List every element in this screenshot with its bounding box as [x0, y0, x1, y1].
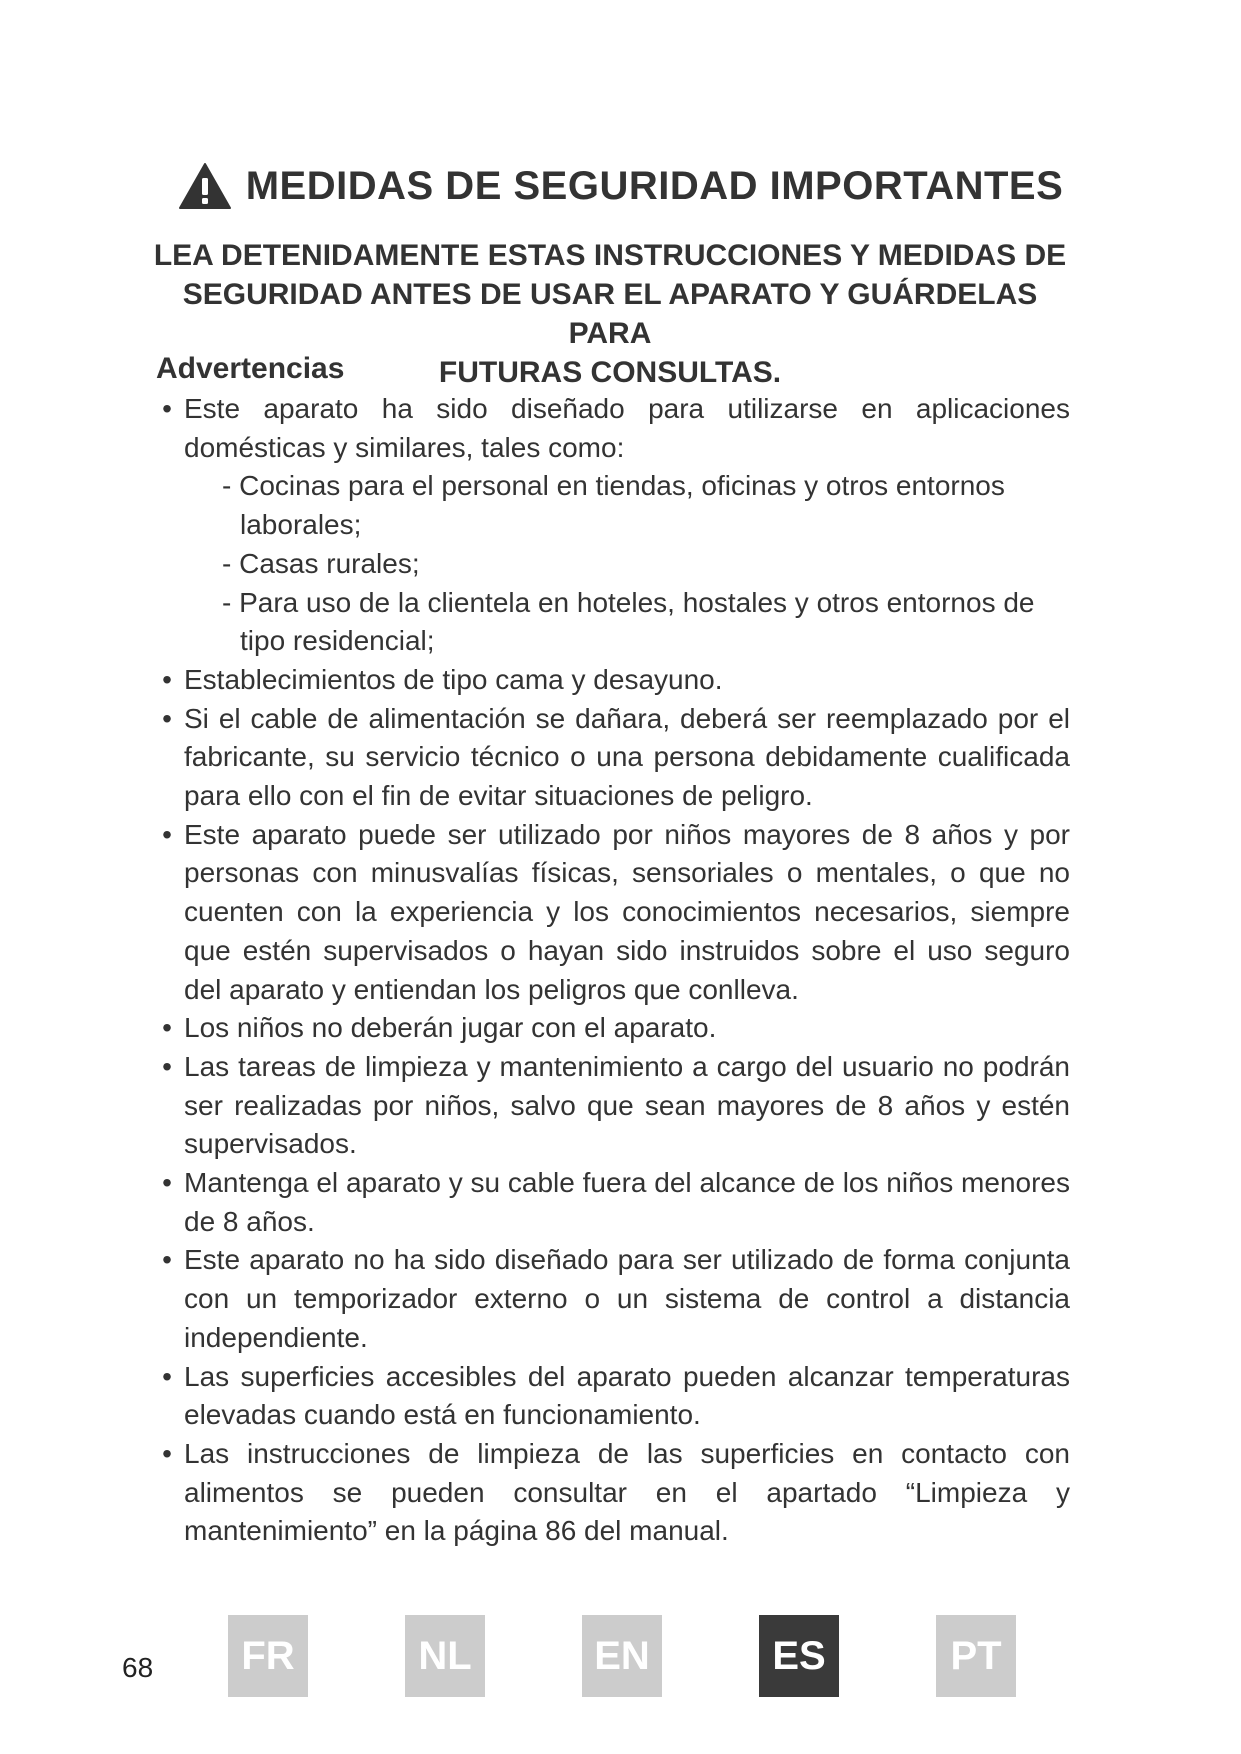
- list-item: [150, 661, 1070, 700]
- list-item: [150, 390, 1070, 467]
- page-title-text: MEDIDAS DE SEGURIDAD IMPORTANTES: [245, 163, 1064, 208]
- list-item: [150, 1358, 1070, 1435]
- language-tab-es[interactable]: [759, 1615, 839, 1697]
- list-item: [150, 1009, 1070, 1048]
- warning-triangle-icon: [178, 162, 232, 210]
- sub-list-item-text: - Casas rurales;: [222, 547, 420, 579]
- subtitle-line: LEA DETENIDAMENTE ESTAS INSTRUCCIONES Y MEDIDAS DE: [153, 239, 1067, 272]
- language-tab-en[interactable]: [582, 1615, 662, 1697]
- language-tab-fr[interactable]: [228, 1615, 308, 1697]
- bullet-icon: •: [162, 1244, 172, 1276]
- language-tab-pt[interactable]: [936, 1615, 1016, 1697]
- sub-list-item: [150, 467, 1070, 544]
- list-item: [150, 700, 1070, 816]
- bullet-icon: •: [162, 702, 172, 734]
- page-title: [178, 162, 1064, 210]
- list-item: [150, 1241, 1070, 1357]
- language-tab-nl[interactable]: [405, 1615, 485, 1697]
- bullet-icon: •: [162, 1050, 172, 1082]
- subtitle-line: FUTURAS CONSULTAS.: [438, 356, 782, 389]
- bullet-icon: •: [162, 1167, 172, 1199]
- language-tab-label: FR: [241, 1633, 295, 1678]
- language-tab-label: ES: [772, 1633, 826, 1678]
- list-item: [150, 816, 1070, 1010]
- language-tab-label: PT: [950, 1633, 1002, 1678]
- list-item: [150, 1164, 1070, 1241]
- sub-list-item: [150, 545, 1070, 584]
- bullet-icon: •: [162, 1012, 172, 1044]
- warnings-list: [150, 390, 1070, 1551]
- bullet-icon: •: [162, 1437, 172, 1469]
- list-item-text: Este aparato no ha sido diseñado para ser utilizado de forma conjunta con un temporizador externo o un sistema de control a distancia independiente.: [184, 1244, 1070, 1353]
- language-tab-label: NL: [418, 1633, 472, 1678]
- list-item-text: Las instrucciones de limpieza de las superficies en contacto con alimentos se pueden consultar en el apartado “Limpieza y mantenimiento” en la página 86 del manual.: [184, 1437, 1070, 1547]
- section-heading: Advertencias: [156, 352, 345, 385]
- page-number: 68: [122, 1652, 154, 1683]
- list-item-text: Este aparato puede ser utilizado por niños mayores de 8 años y por personas con minusvalías físicas, sensoriales o mentales, o que no cuenten con la experiencia y los conocimientos necesarios, siempre que estén supervisados o hayan sido instruidos sobre el uso seguro del aparato y entiendan los peligros que conlleva.: [184, 818, 1070, 1005]
- sub-list-item-text: - Para uso de la clientela en hoteles, hostales y otros entornos de tipo residencial;: [222, 586, 1035, 657]
- list-item-text: Si el cable de alimentación se dañara, deberá ser reemplazado por el fabricante, su servicio técnico o una persona debidamente cualificada para ello con el fin de evitar situaciones de peligro.: [184, 702, 1070, 812]
- list-item-text: Las superficies accesibles del aparato pueden alcanzar temperaturas elevadas cuando está en funcionamiento.: [184, 1360, 1070, 1431]
- list-item-text: Establecimientos de tipo cama y desayuno.: [184, 663, 723, 695]
- list-item-text: Mantenga el aparato y su cable fuera del alcance de los niños menores de 8 años.: [184, 1167, 1070, 1237]
- bullet-icon: •: [162, 393, 172, 424]
- sub-list-item: [150, 584, 1070, 661]
- subtitle-line: SEGURIDAD ANTES DE USAR EL APARATO Y GUÁRDELAS PARA: [182, 278, 1038, 350]
- list-item: [150, 1435, 1070, 1551]
- bullet-icon: •: [162, 818, 172, 850]
- list-item-text: Las tareas de limpieza y mantenimiento a cargo del usuario no podrán ser realizadas por niños, salvo que sean mayores de 8 años y estén supervisados.: [184, 1050, 1070, 1160]
- sub-list-item-text: - Cocinas para el personal en tiendas, oficinas y otros entornos laborales;: [222, 470, 1005, 541]
- list-item-text: Este aparato ha sido diseñado para utilizarse en aplicaciones domésticas y similares, tales como:: [184, 393, 1070, 463]
- list-item: [150, 1048, 1070, 1164]
- title-row: [0, 162, 1241, 215]
- bullet-icon: •: [162, 663, 172, 695]
- bullet-icon: •: [162, 1360, 172, 1392]
- language-tab-label: EN: [594, 1633, 650, 1678]
- list-item-text: Los niños no deberán jugar con el aparato.: [184, 1012, 717, 1044]
